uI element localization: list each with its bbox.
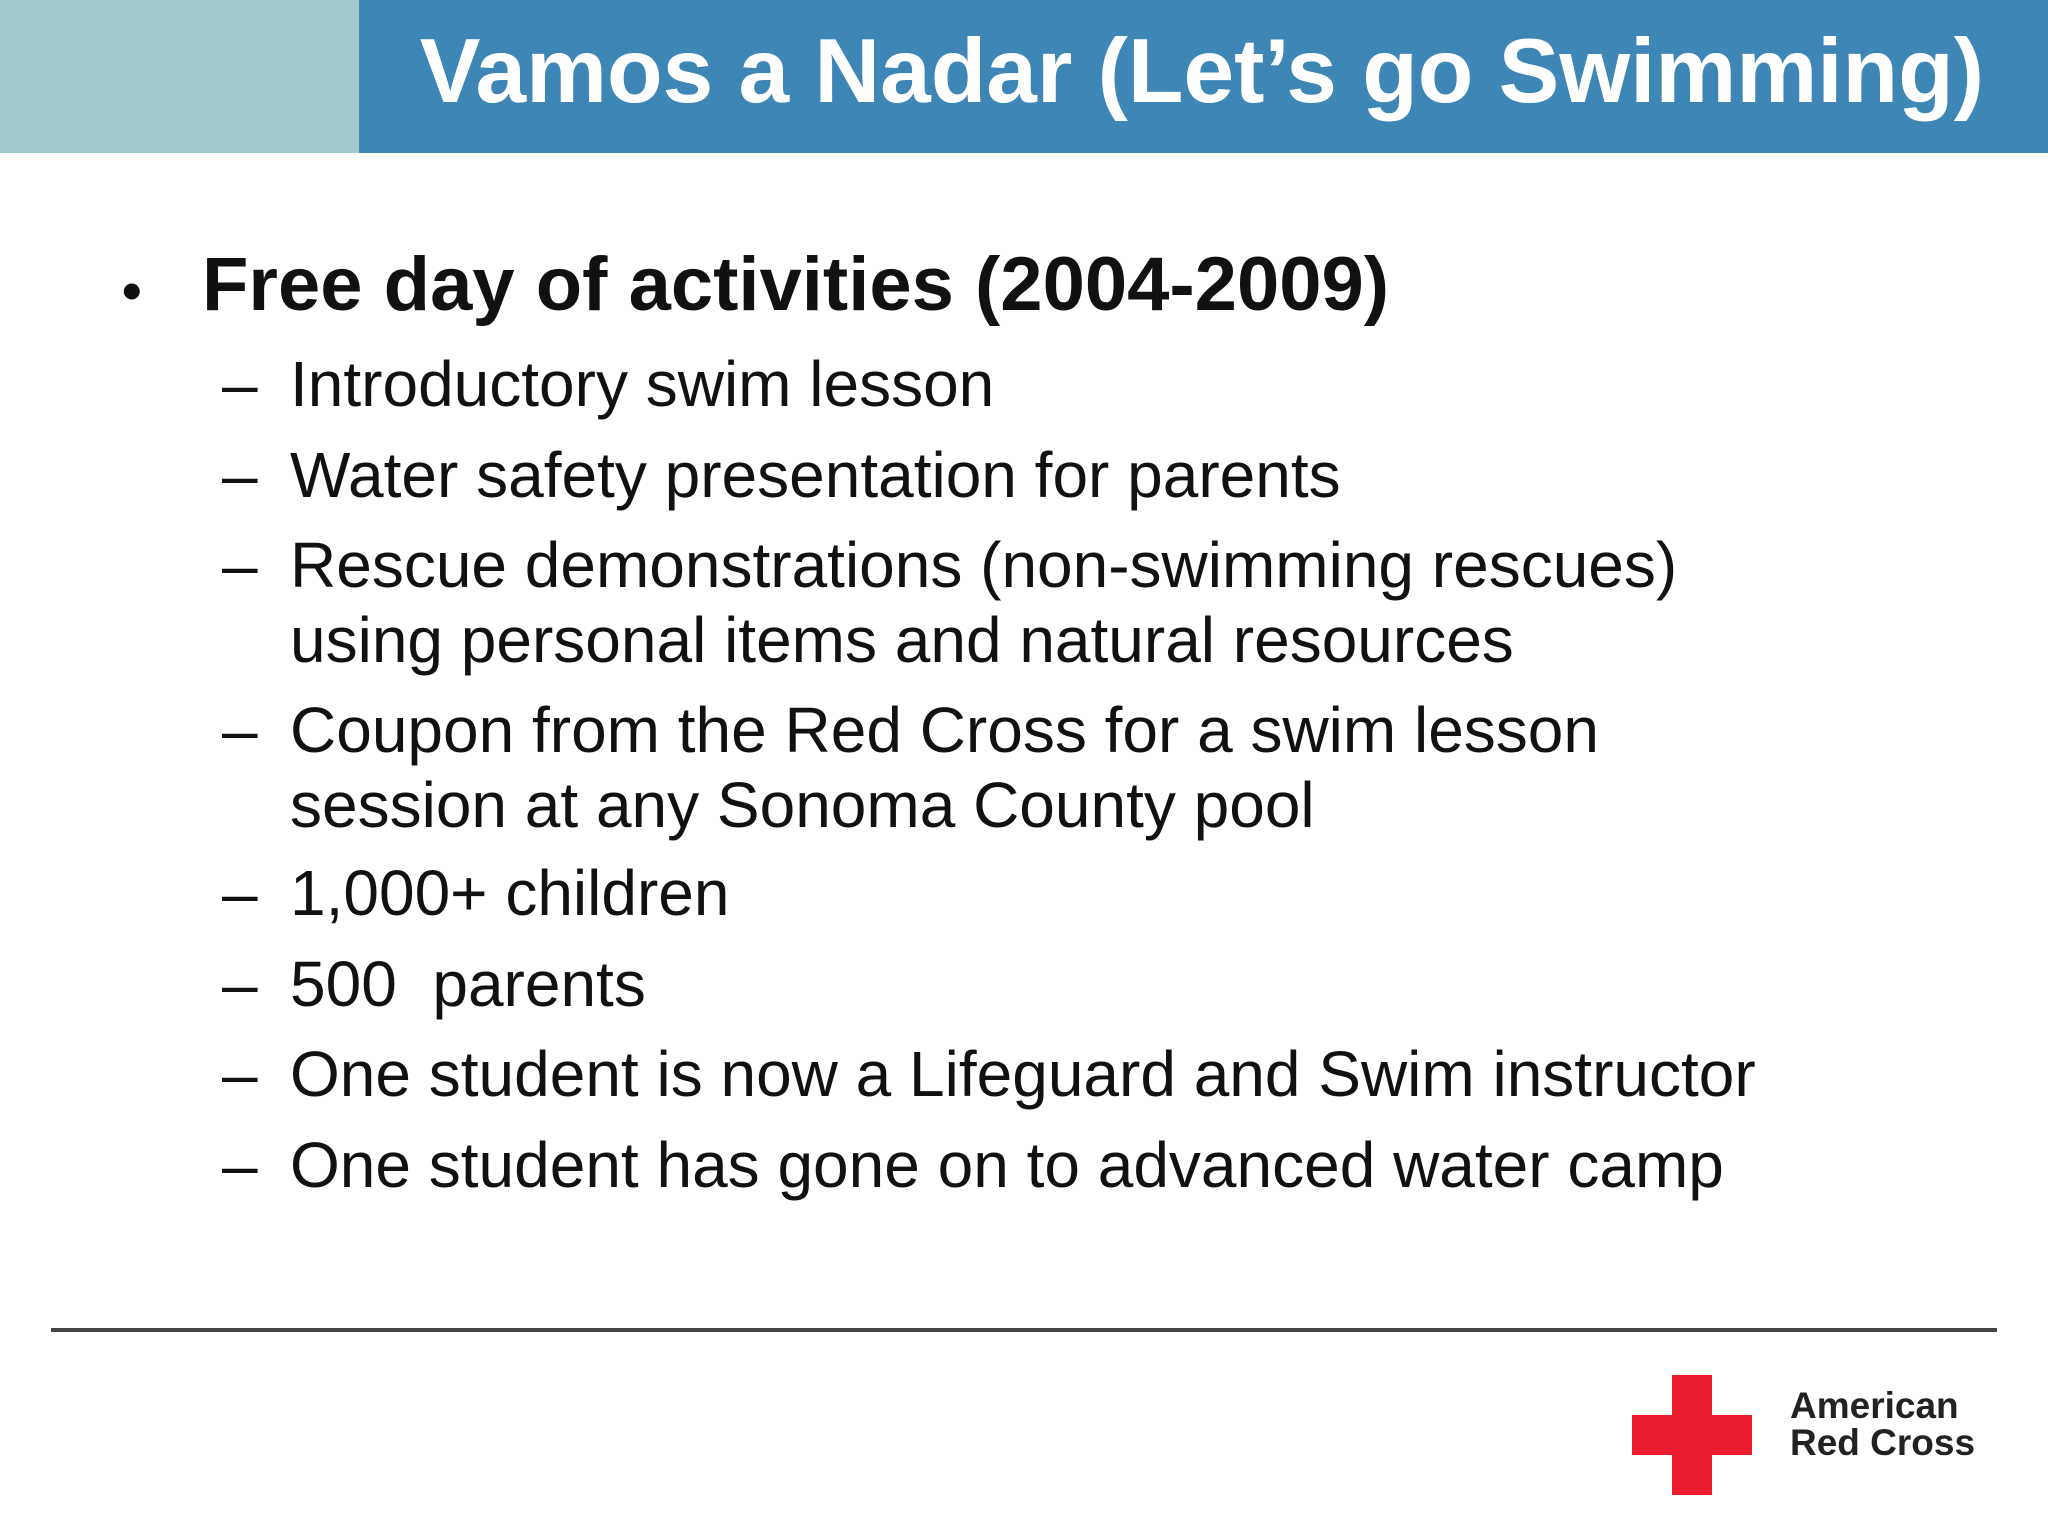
sub-item-text: Introductory swim lesson <box>290 348 995 420</box>
sub-item-text: Rescue demonstrations (non-swimming rescues) using personal items and natural resources <box>290 529 1678 676</box>
dash-marker: – <box>222 857 258 929</box>
dash-marker: – <box>222 348 258 420</box>
american-red-cross-logo <box>1632 1375 2002 1495</box>
bullet-marker: • <box>122 259 142 322</box>
main-bullet <box>122 240 1389 330</box>
dash-marker: – <box>222 439 258 511</box>
red-cross-icon <box>1632 1375 1752 1495</box>
sub-item-text: 500 parents <box>290 948 646 1020</box>
dash-marker: – <box>222 948 258 1020</box>
dash-marker: – <box>222 694 258 766</box>
sub-item-text: One student is now a Lifeguard and Swim instructor <box>290 1038 1756 1110</box>
sub-item-text: One student has gone on to advanced water camp <box>290 1129 1724 1201</box>
dash-marker: – <box>222 1038 258 1110</box>
sub-item-text: 1,000+ children <box>290 857 730 929</box>
logo-wordmark <box>1790 1387 1975 1461</box>
slide-title: Vamos a Nadar (Let’s go Swimming) <box>419 21 1984 122</box>
header-accent-block <box>0 0 359 153</box>
logo-line-american: American <box>1790 1385 1959 1426</box>
footer-divider <box>51 1328 1997 1332</box>
main-bullet-text: Free day of activities (2004-2009) <box>202 242 1390 327</box>
dash-marker: – <box>222 1129 258 1201</box>
dash-marker: – <box>222 529 258 601</box>
sub-item-text: Water safety presentation for parents <box>290 439 1341 511</box>
logo-line-red-cross: Red Cross <box>1790 1422 1976 1463</box>
sub-item-text: Coupon from the Red Cross for a swim lesson session at any Sonoma County pool <box>290 694 1599 841</box>
